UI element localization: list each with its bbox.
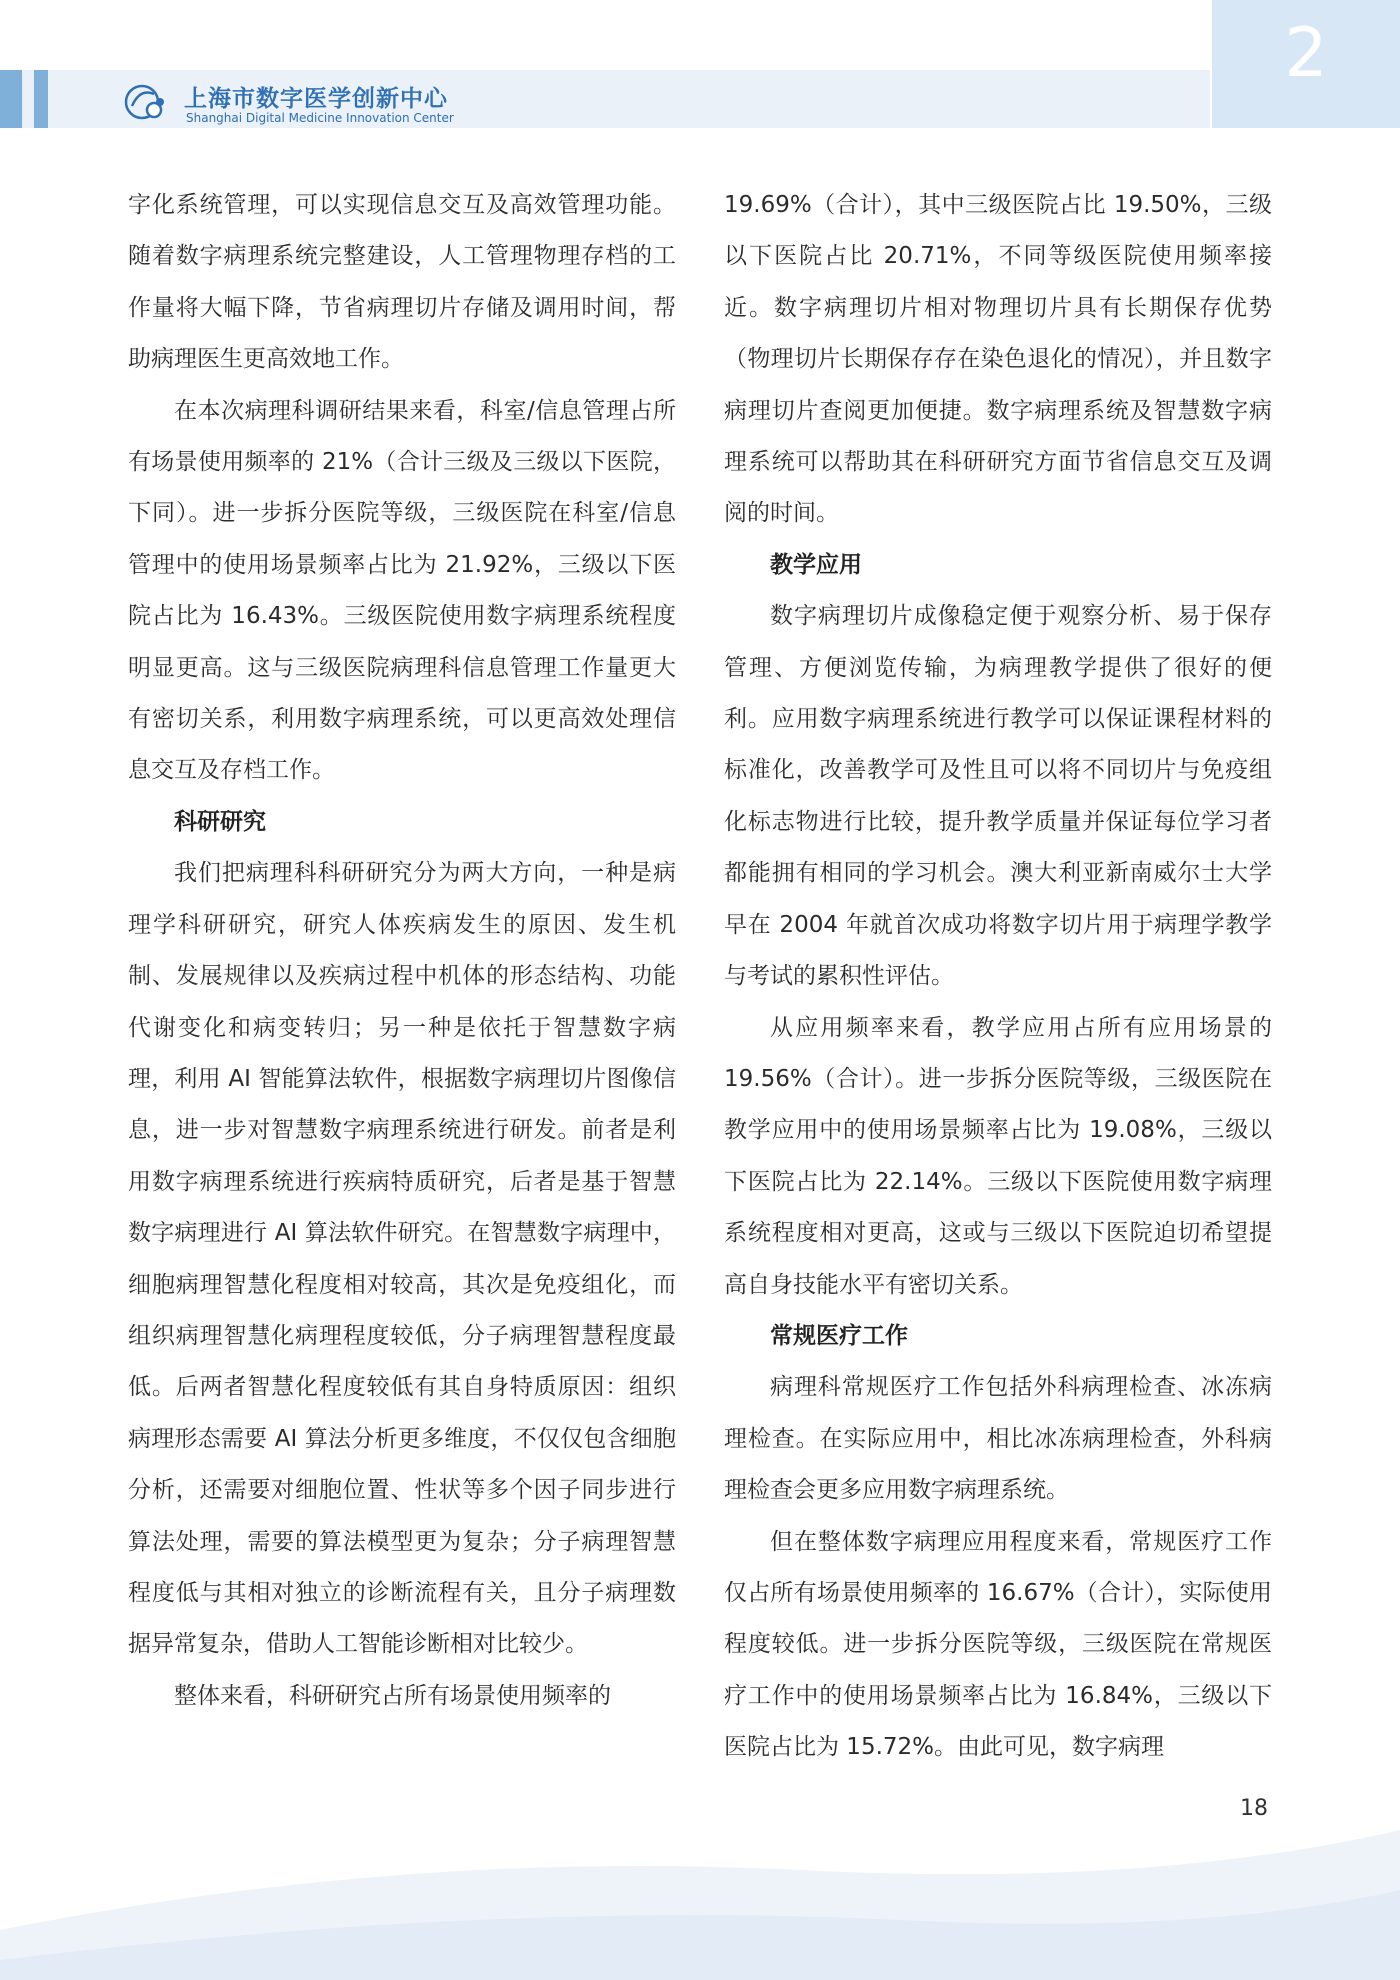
header-accent-bar-secondary [34, 70, 48, 128]
header-accent-bar [0, 70, 22, 128]
left-paragraph-3: 我们把病理科科研研究分为两大方向，一种是病理学科研研究，研究人体疾病发生的原因、发生机制、发展规律以及疾病过程中机体的形态结构、功能代谢变化和病变转归；另一种是依托于智慧数字病理，利用 AI 智能算法软件，根据数字病理切片图像信息，进一步对智慧数字病理系统进行研发。前者是利用数字病理系统进行疾病特质研究，后者是基于智慧数字病理进行 AI 算法软件研究。在智慧数字病理中，细胞病理智慧化程度相对较高，其次是免疫组化，而组织病理智慧化病理程度较低，分子病理智慧程度最低。后两者智慧化程度较低有其自身特质原因：组织病理形态需要 AI 算法分析更多维度，不仅仅包含细胞分析，还需要对细胞位置、性状等多个因子同步进行算法处理，需要的算法模型更为复杂；分子病理智慧程度低与其相对独立的诊断流程有关，且分子病理数据异常复杂，借助人工智能诊断相对比较少。 [128, 860, 676, 1658]
header-band [0, 70, 1210, 128]
right-paragraph-3: 从应用频率来看，教学应用占所有应用场景的 19.56%（合计）。进一步拆分医院等级，三级医院在教学应用中的使用场景频率占比为 19.08%，三级以下医院占比为 22.14%。三级以下医院使用数字病理系统程度相对更高，这或与三级以下医院迫切希望提高自身技能水平有密切关系。 [724, 1014, 1272, 1298]
right-paragraph-4: 病理科常规医疗工作包括外科病理检查、冰冻病理检查。在实际应用中，相比冰冻病理检查，外科病理检查会更多应用数字病理系统。 [724, 1374, 1272, 1504]
right-paragraph-1: 19.69%（合计），其中三级医院占比 19.50%，三级以下医院占比 20.71%，不同等级医院使用频率接近。数字病理切片相对物理切片具有长期保存优势（物理切片长期保存存在染色退化的情况），并且数字病理切片查阅更加便捷。数字病理系统及智慧数字病理系统可以帮助其在科研研究方面节省信息交互及调阅的时间。 [724, 192, 1272, 527]
heading-research: 科研研究 [174, 808, 266, 835]
chapter-number: 2 [1284, 14, 1328, 93]
right-column [724, 180, 1272, 1774]
left-paragraph-4: 整体来看，科研研究占所有场景使用频率的 [174, 1682, 611, 1709]
left-column [128, 180, 676, 1722]
page-number: 18 [1240, 1796, 1268, 1821]
left-paragraph-2: 在本次病理科调研结果来看，科室/信息管理占所有场景使用频率的 21%（合计三级及三级以下医院，下同）。进一步拆分医院等级，三级医院在科室/信息管理中的使用场景频率占比为 21.92%，三级以下医院占比为 16.43%。三级医院使用数字病理系统程度明显更高。这与三级医院病理科信息管理工作量更大有密切关系，利用数字病理系统，可以更高效处理信息交互及存档工作。 [128, 397, 676, 784]
org-name-en: Shanghai Digital Medicine Innovation Center [186, 111, 454, 125]
org-name-cn: 上海市数字医学创新中心 [184, 86, 448, 112]
footer-wave-decoration [0, 1810, 1400, 1980]
heading-teaching: 教学应用 [770, 551, 862, 578]
right-paragraph-2: 数字病理切片成像稳定便于观察分析、易于保存管理、方便浏览传输，为病理教学提供了很好的便利。应用数字病理系统进行教学可以保证课程材料的标准化，改善教学可及性且可以将不同切片与免疫组化标志物进行比较，提升教学质量并保证每位学习者都能拥有相同的学习机会。澳大利亚新南威尔士大学早在 2004 年就首次成功将数字切片用于病理学教学与考试的累积性评估。 [724, 603, 1272, 990]
left-paragraph-1: 字化系统管理，可以实现信息交互及高效管理功能。随着数字病理系统完整建设，人工管理物理存档的工作量将大幅下降，节省病理切片存储及调用时间，帮助病理医生更高效地工作。 [128, 192, 676, 373]
logo-icon [122, 78, 170, 126]
heading-routine: 常规医疗工作 [770, 1322, 908, 1349]
right-paragraph-5: 但在整体数字病理应用程度来看，常规医疗工作仅占所有场景使用频率的 16.67%（合计），实际使用程度较低。进一步拆分医院等级，三级医院在常规医疗工作中的使用场景频率占比为 16.84%，三级以下医院占比为 15.72%。由此可见，数字病理 [724, 1528, 1272, 1761]
